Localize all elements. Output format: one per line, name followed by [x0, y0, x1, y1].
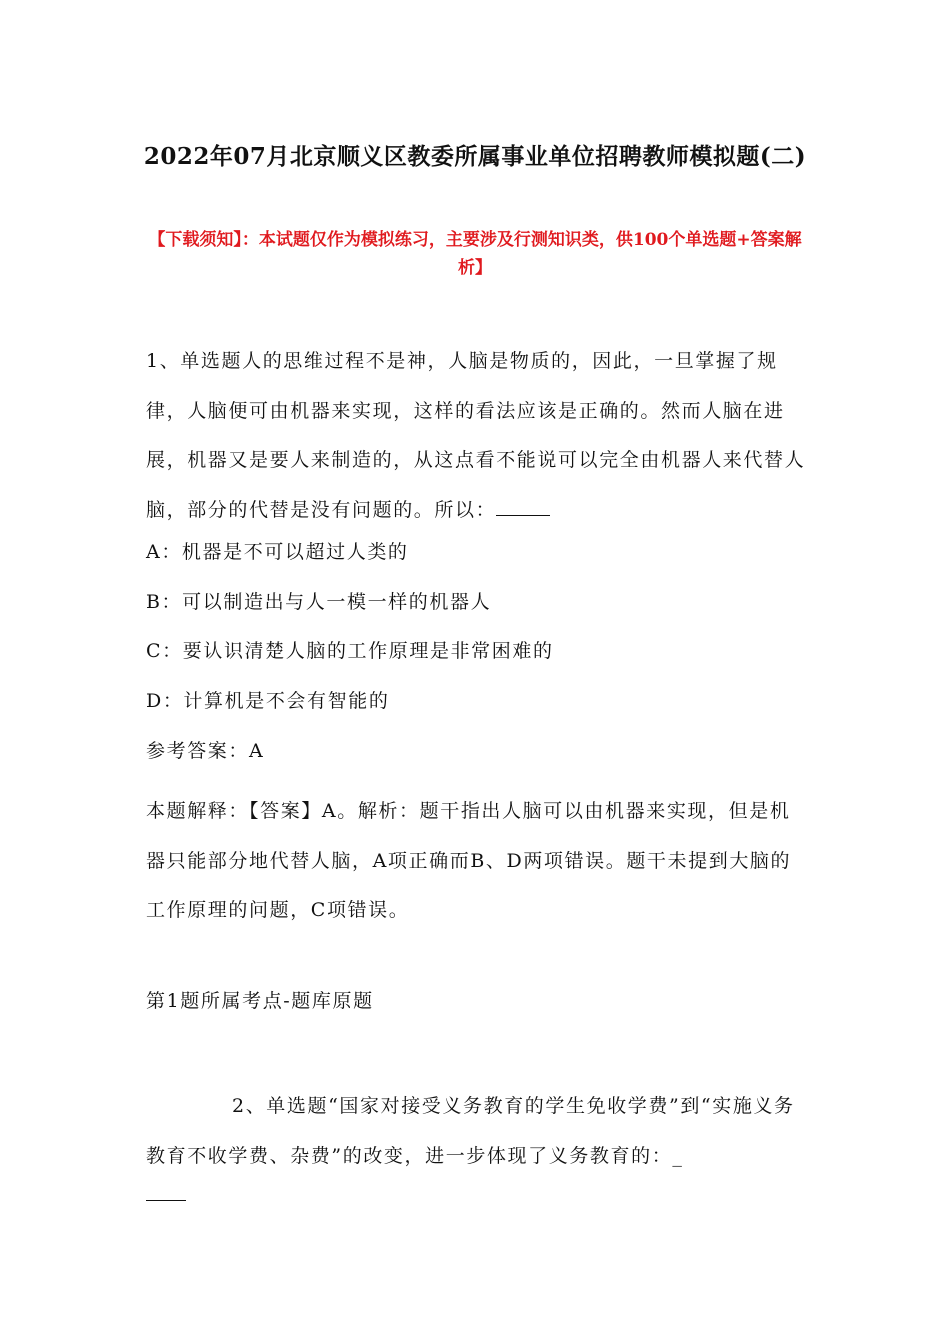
question-1-source: 第1题所属考点-题库原题 [146, 990, 374, 1012]
question-1-stem-text: 1、单选题人的思维过程不是神，人脑是物质的，因此，一旦掌握了规律，人脑便可由机器来实现，这样的看法应该是正确的。然而人脑在进展，机器又是要人来制造的，从这点看不能说可以完全由机器人来代替人脑，部分的代替是没有问题的。所以： [146, 350, 806, 521]
question-2-stem: 2、单选题“国家对接受义务教育的学生免收学费”到“实施义务教育不收学费、杂费”的改变，进一步体现了义务教育的：_ [146, 1095, 795, 1167]
option-c: C：要认识清楚人脑的工作原理是非常困难的 [146, 640, 554, 662]
option-b: B：可以制造出与人一模一样的机器人 [146, 591, 492, 613]
answer-blank-continued [146, 1200, 186, 1201]
option-d: D：计算机是不会有智能的 [146, 690, 390, 712]
download-notice: 【下载须知】：本试题仅作为模拟练习，主要涉及行测知识类，供100个单选题+答案解析】 [148, 230, 802, 278]
option-a: A：机器是不可以超过人类的 [146, 541, 409, 563]
reference-answer: 参考答案：A [146, 740, 265, 762]
question-1-stem [146, 337, 810, 535]
answer-explanation: 本题解释：【答案】A。解析：题干指出人脑可以由机器来实现，但是机器只能部分地代替人脑，A项正确而B、D两项错误。题干未提到大脑的工作原理的问题，C项错误。 [146, 800, 792, 921]
answer-blank [496, 497, 550, 516]
document-title: 2022年07月北京顺义区教委所属事业单位招聘教师模拟题(二) [143, 143, 807, 170]
